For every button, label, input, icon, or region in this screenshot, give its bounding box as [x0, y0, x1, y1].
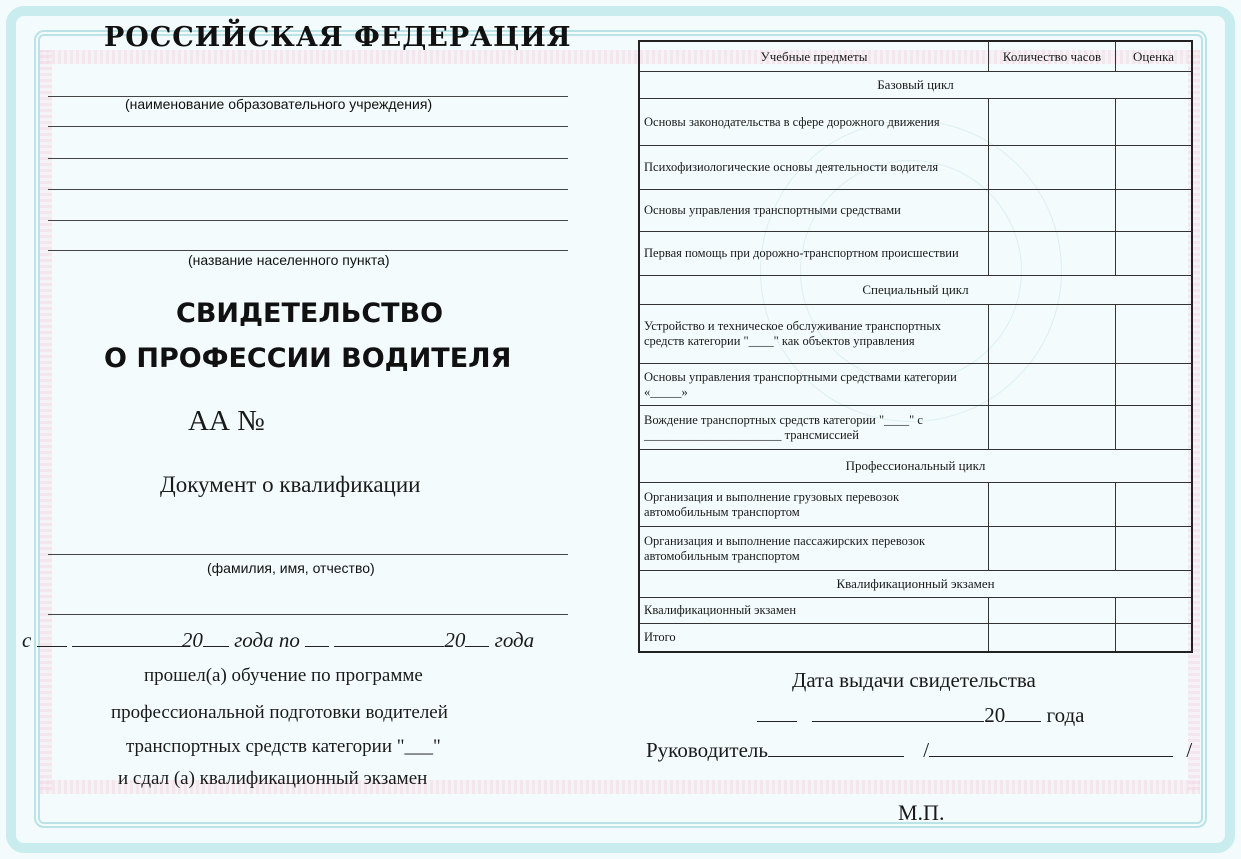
hours-cell	[989, 232, 1116, 276]
slash-1: /	[923, 738, 930, 762]
institution-line-4	[48, 189, 568, 190]
month-blank-2	[334, 628, 444, 647]
issue-year-word: года	[1046, 703, 1085, 727]
table-header-row	[639, 41, 1192, 72]
table-row: Основы управления транспортными средствами категории «_____»	[639, 364, 989, 406]
grade-cell	[1116, 598, 1193, 624]
year-word-1: года по	[234, 628, 300, 652]
hours-cell	[989, 364, 1116, 406]
institution-line-5	[48, 220, 568, 221]
year-word-2: года	[494, 628, 535, 652]
grade-cell	[1116, 190, 1193, 232]
period-from: с	[22, 628, 32, 652]
locality-caption: (название населенного пункта)	[188, 252, 390, 268]
table-row: Организация и выполнение пассажирских перевозок автомобильным транспортом	[639, 527, 989, 571]
year-blank-2	[465, 628, 489, 647]
certificate-title-line-1: СВИДЕТЕЛЬСТВО	[176, 298, 444, 329]
name-line-2	[48, 614, 568, 615]
document-kind: Документ о квалификации	[160, 472, 421, 497]
slash-2: /	[1186, 738, 1193, 762]
grade-cell	[1116, 624, 1193, 652]
table-row: Вождение транспортных средств категории "____" с ______________________ трансмиссией	[639, 406, 989, 450]
issue-date	[757, 703, 1085, 728]
issue-date-label: Дата выдачи свидетельства	[792, 668, 1036, 692]
hours-cell	[989, 483, 1116, 527]
total-row: Итого	[639, 624, 989, 652]
issue-year-prefix: 20	[984, 703, 1006, 727]
signature-blank	[768, 738, 904, 757]
table-row: Организация и выполнение грузовых перевозок автомобильным транспортом	[639, 483, 989, 527]
hours-cell	[989, 598, 1116, 624]
grade-cell	[1116, 483, 1193, 527]
header-subjects: Учебные предметы	[639, 41, 989, 72]
grade-cell	[1116, 527, 1193, 571]
table-row: Квалификационный экзамен	[639, 598, 989, 624]
federation-title: РОССИЙСКАЯ ФЕДЕРАЦИЯ	[104, 22, 572, 53]
table-row: Психофизиологические основы деятельности водителя	[639, 146, 989, 190]
hours-cell	[989, 146, 1116, 190]
certificate-title-line-2: О ПРОФЕССИИ ВОДИТЕЛЯ	[104, 343, 512, 374]
year-blank-1	[203, 628, 229, 647]
grade-cell	[1116, 146, 1193, 190]
institution-line-2	[48, 126, 568, 127]
table-row: Основы управления транспортными средствами	[639, 190, 989, 232]
stamp-place: М.П.	[898, 800, 945, 825]
head-label: Руководитель	[646, 738, 768, 762]
institution-caption: (наименование образовательного учреждения)	[125, 96, 433, 112]
table-row: Устройство и техническое обслуживание транспортных средств категории "____" как объектов управления	[639, 305, 989, 364]
section-exam: Квалификационный экзамен	[639, 571, 1192, 598]
body-line-1: прошел(а) обучение по программе	[144, 665, 423, 686]
name-line	[48, 554, 568, 555]
head-signature	[646, 738, 1192, 763]
body-line-2: профессиональной подготовки водителей	[111, 702, 448, 723]
table-row: Первая помощь при дорожно-транспортном происшествии	[639, 232, 989, 276]
header-hours: Количество часов	[989, 41, 1116, 72]
hours-cell	[989, 99, 1116, 146]
hours-cell	[989, 624, 1116, 652]
issue-day-blank	[757, 703, 797, 722]
year-prefix-1: 20	[181, 628, 203, 652]
locality-line	[48, 250, 568, 251]
issue-year-blank	[1005, 703, 1041, 722]
body-line-4: и сдал (а) квалификационный экзамен	[118, 768, 428, 789]
section-special: Специальный цикл	[639, 276, 1192, 305]
hours-cell	[989, 305, 1116, 364]
institution-line-3	[48, 158, 568, 159]
section-professional: Профессиональный цикл	[639, 450, 1192, 483]
grade-cell	[1116, 232, 1193, 276]
series-number: АА №	[188, 405, 265, 437]
body-line-3: транспортных средств категории "___"	[126, 736, 441, 757]
day-blank-1	[37, 628, 67, 647]
grade-cell	[1116, 99, 1193, 146]
issue-month-blank	[812, 703, 984, 722]
hours-cell	[989, 406, 1116, 450]
hours-cell	[989, 190, 1116, 232]
table-row: Основы законодательства в сфере дорожного движения	[639, 99, 989, 146]
month-blank-1	[72, 628, 182, 647]
day-blank-2	[305, 628, 329, 647]
header-grade: Оценка	[1116, 41, 1193, 72]
grade-cell	[1116, 305, 1193, 364]
training-period	[22, 628, 622, 653]
name-caption: (фамилия, имя, отчество)	[207, 560, 375, 576]
subjects-table	[638, 40, 1193, 653]
hours-cell	[989, 527, 1116, 571]
section-basic: Базовый цикл	[639, 72, 1192, 99]
grade-cell	[1116, 364, 1193, 406]
grade-cell	[1116, 406, 1193, 450]
name-blank	[929, 738, 1173, 757]
year-prefix-2: 20	[444, 628, 466, 652]
